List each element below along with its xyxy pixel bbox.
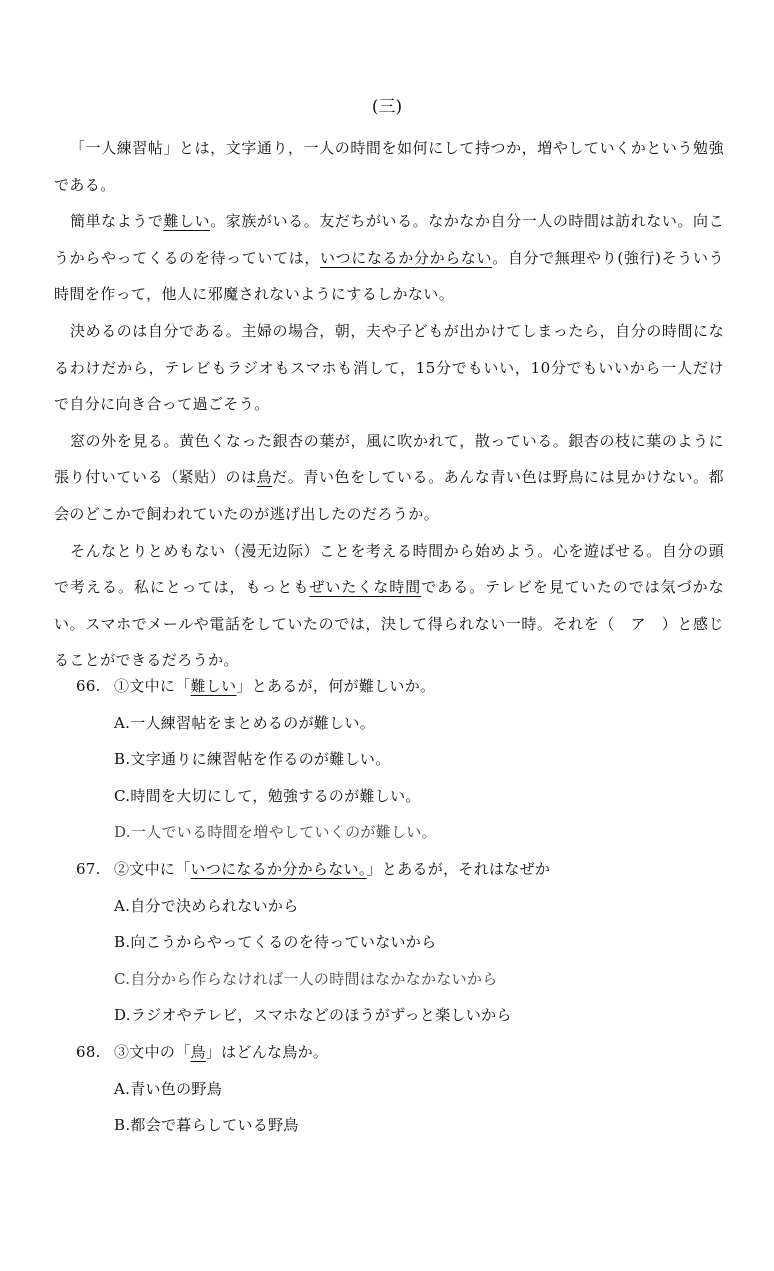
option-b <box>76 1107 726 1144</box>
option-letter: C. <box>114 969 131 988</box>
option-letter: B. <box>114 933 131 952</box>
option-text: 自分から作らなければ一人の時間はなかなかないから <box>130 969 498 988</box>
option-letter: D. <box>114 1006 131 1025</box>
option-text: 都会で暮らしている野鳥 <box>130 1116 299 1135</box>
option-d <box>76 814 726 851</box>
section-heading: (三) <box>371 97 403 117</box>
question-number: 68. <box>76 1042 101 1061</box>
passage-paragraph-5 <box>54 533 724 679</box>
option-text: 青い色の野鳥 <box>130 1079 223 1098</box>
question-list <box>76 668 726 1144</box>
option-letter: D. <box>114 823 131 842</box>
passage-paragraph-4 <box>54 423 724 533</box>
stem-text: 」はどんな鳥か。 <box>205 1042 329 1061</box>
passage-text: だ。青い色をしている。あんな青い色は野鳥には見かけない。都会のどこかで飼われていたのが逃げ出したのだろうか。 <box>54 468 725 523</box>
passage-text: 決めるのは自分である。主婦の場合，朝，夫や子どもが出かけてしまったら，自分の時間になるわけだから，テレビもラジオもスマホも消して，15分でもいい，10分でもいいから一人だけで自分に向き合って過ごそう。 <box>54 321 724 414</box>
passage-text: 。自分で無理やり(強行)そういう時間を作って，他人に邪魔されないようにするしかない。 <box>54 248 725 304</box>
question-number: 66. <box>76 677 101 695</box>
question-67 <box>76 851 726 1034</box>
stem-text: 」とあるが，何が難しいか。 <box>236 677 436 695</box>
option-text: 一人練習帖をまとめるのが難しい。 <box>130 713 376 732</box>
option-c <box>76 778 726 815</box>
question-number: 67. <box>76 859 101 878</box>
option-c <box>76 961 726 998</box>
question-68 <box>76 1034 726 1144</box>
passage-text: である。テレビを見ていたのでは気づかない。スマホでメールや電話をしていたのでは，決して得られない一時。それを（ ア ）と感じることができるだろうか。 <box>54 578 724 670</box>
passage-text: 簡単なようで <box>70 212 164 231</box>
stem-text: ①文中に「 <box>114 677 191 695</box>
passage-text: 。家族がいる。友だちがいる。なかなか自分一人の時間は訪れない。向こうからやってくるのを待っていては， <box>54 212 724 267</box>
option-a <box>76 705 726 742</box>
underlined-phrase-3: 鳥 <box>256 468 273 487</box>
question-stem <box>76 1034 726 1071</box>
passage-paragraph-1 <box>54 130 724 203</box>
passage-text: 「一人練習帖」とは，文字通り，一人の時間を如何にして持つか，増やしていくかという勉強である。 <box>54 139 724 194</box>
stem-text: ②文中に「 <box>114 859 191 878</box>
underlined-phrase-4: ぜいたくな時間 <box>309 578 422 597</box>
question-stem <box>76 668 726 705</box>
option-letter: B. <box>114 1116 131 1135</box>
stem-text: 」とあるが，それはなぜか <box>366 859 551 878</box>
option-a <box>76 1071 726 1108</box>
option-b <box>76 924 726 961</box>
question-stem <box>76 851 726 888</box>
option-a <box>76 888 726 925</box>
option-letter: A. <box>114 1079 131 1098</box>
option-letter: A. <box>114 713 131 732</box>
reading-passage <box>54 130 724 679</box>
question-66 <box>76 668 726 851</box>
stem-text: ③文中の「 <box>114 1042 191 1061</box>
stem-underlined: いつになるか分からない。 <box>190 859 367 878</box>
option-letter: C. <box>114 786 131 805</box>
option-text: 自分で決められないから <box>130 896 299 915</box>
stem-underlined: 難しい <box>190 677 237 695</box>
option-letter: B. <box>114 750 131 769</box>
option-text: 時間を大切にして，勉強するのが難しい。 <box>130 786 421 805</box>
passage-text: 窓の外を見る。黄色くなった銀杏の葉が，風に吹かれて，散っている。銀杏の枝に葉のように張り付いている（紧贴）のは <box>54 431 724 487</box>
passage-text: そんなとりとめもない（漫无边际）ことを考える時間から始めよう。心を遊ばせる。自分の頭で考える。私にとっては，もっとも <box>54 541 724 597</box>
underlined-phrase-1: 難しい <box>163 212 211 231</box>
option-text: 向こうからやってくるのを待っていないから <box>130 933 437 952</box>
option-text: 一人でいる時間を増やしていくのが難しい。 <box>130 823 437 842</box>
passage-paragraph-2 <box>54 203 724 313</box>
option-text: 文字通りに練習帖を作るのが難しい。 <box>130 750 391 769</box>
passage-paragraph-3 <box>54 313 724 423</box>
option-letter: A. <box>114 896 131 915</box>
option-d <box>76 997 726 1034</box>
option-b <box>76 741 726 778</box>
option-text: ラジオやテレビ，スマホなどのほうがずっと楽しいから <box>130 1006 512 1025</box>
stem-underlined: 鳥 <box>190 1042 206 1061</box>
underlined-phrase-2: いつになるか分からない <box>320 248 493 267</box>
